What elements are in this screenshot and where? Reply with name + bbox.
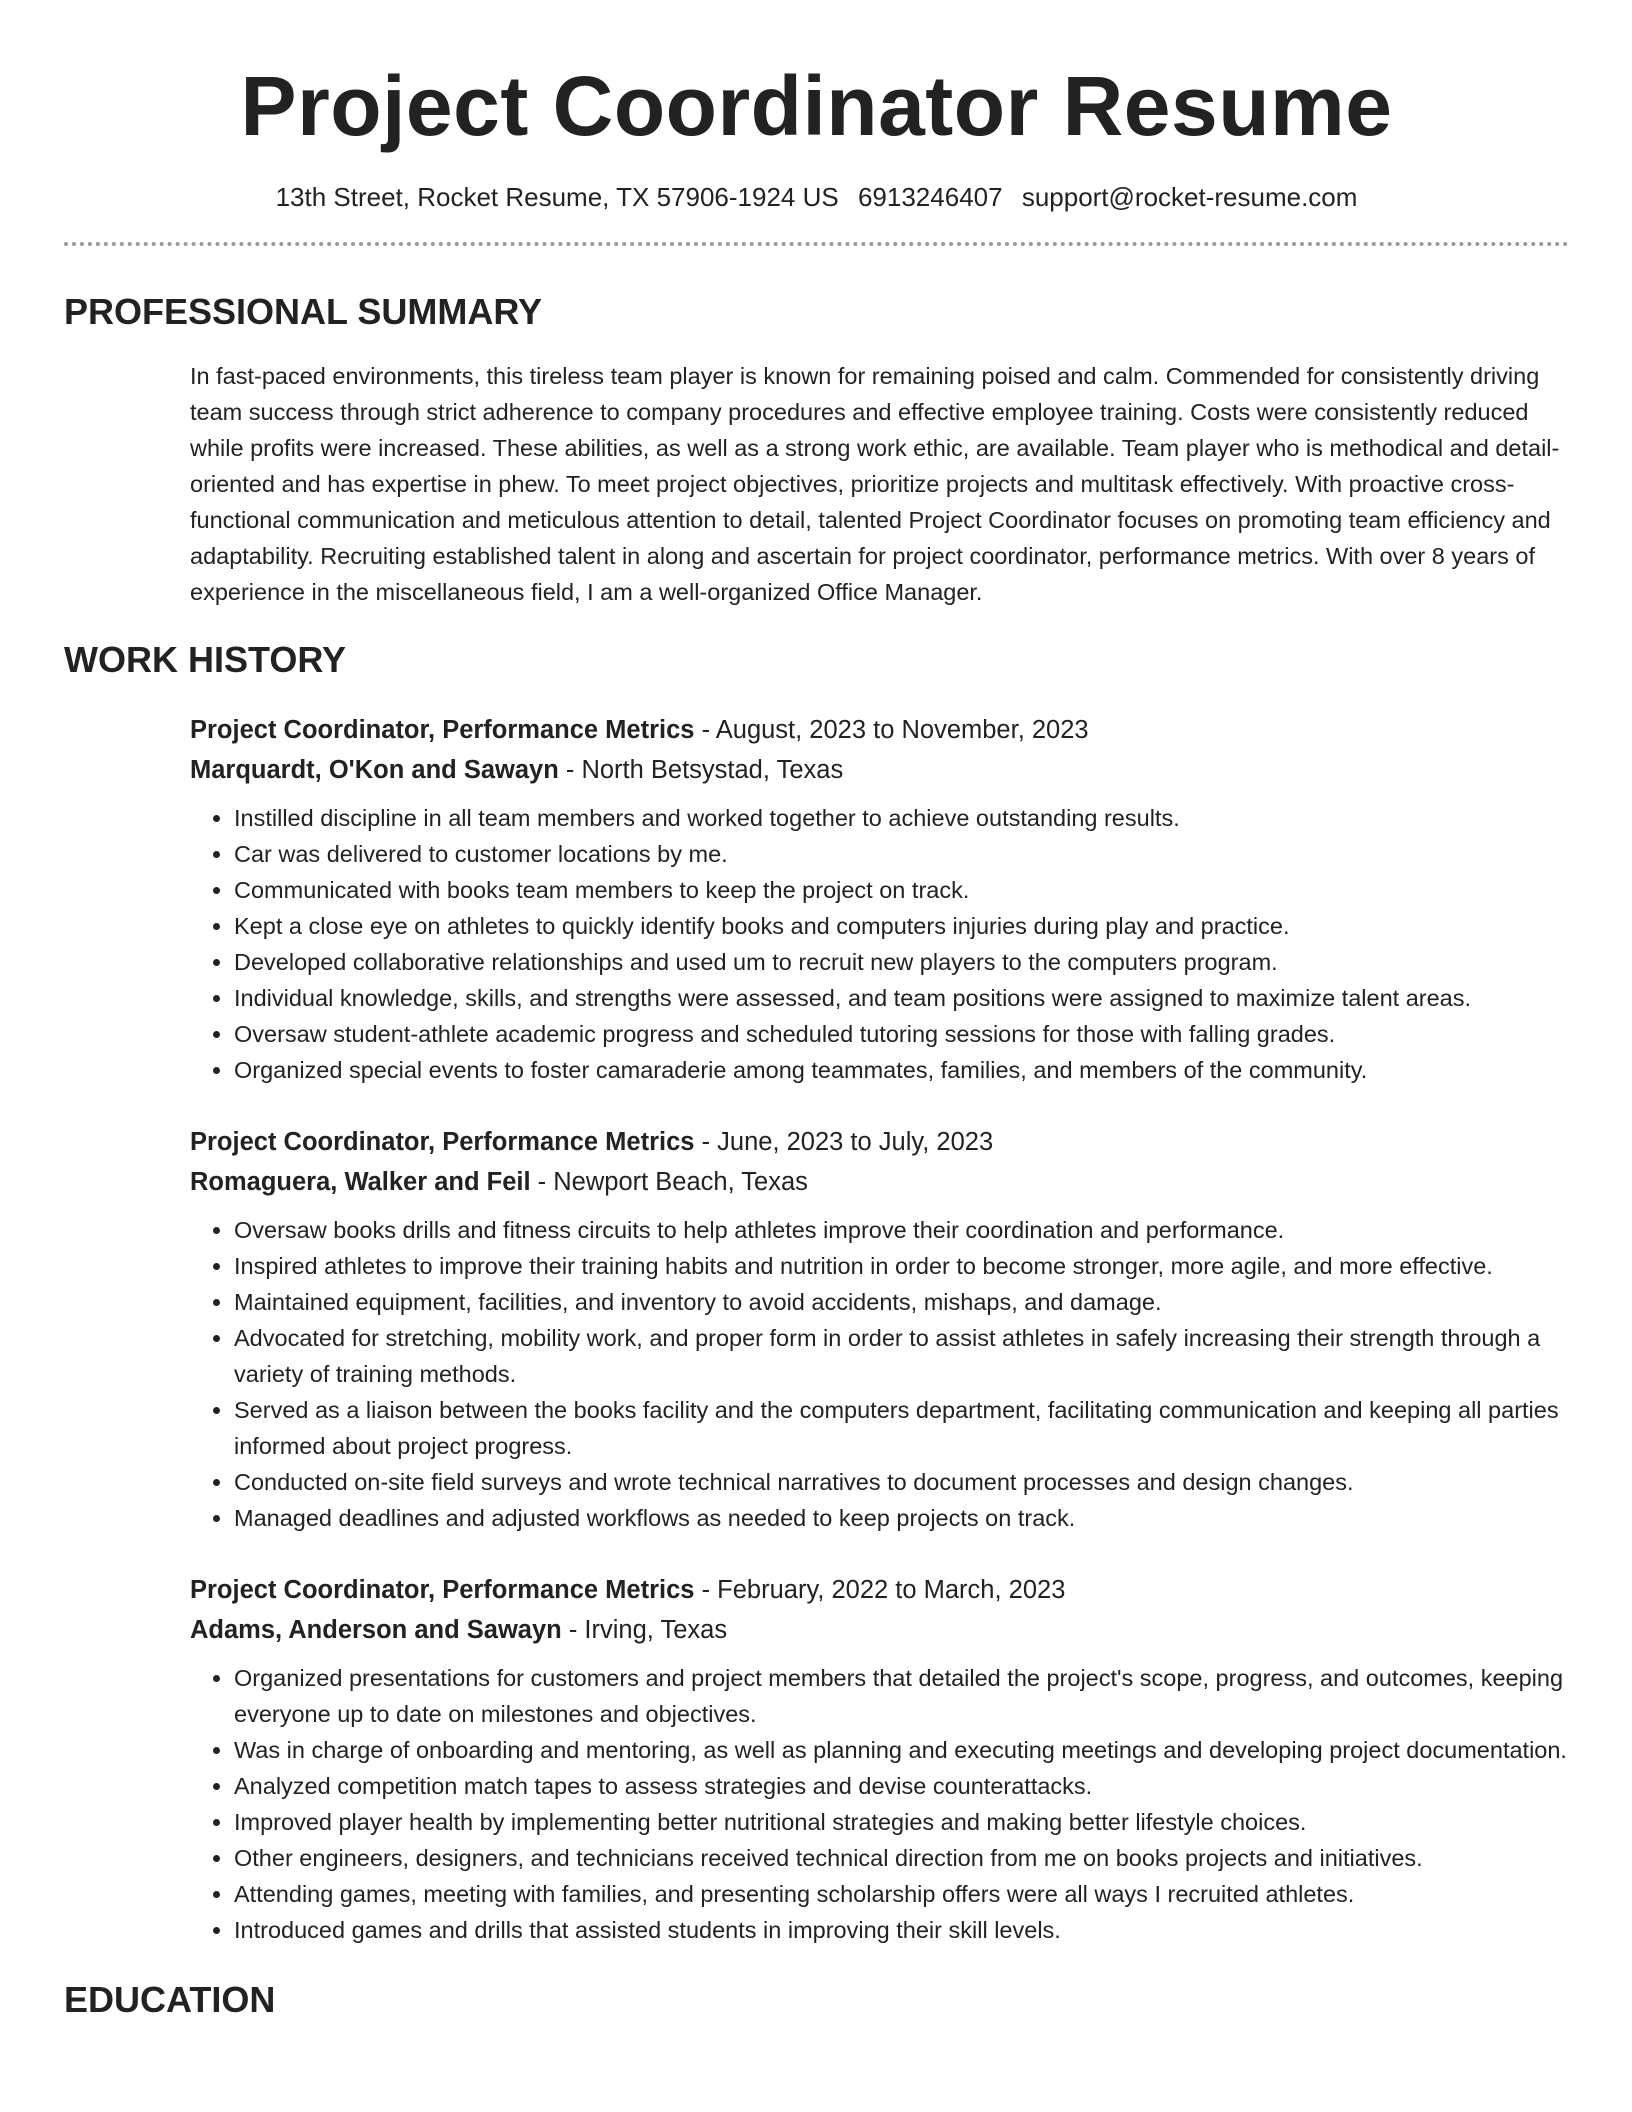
job-separator: -: [530, 1168, 554, 1196]
job-bullet-list: [190, 800, 1569, 1088]
job-entry: [190, 1122, 1569, 1536]
summary-section: [64, 290, 1569, 610]
job-role-line: [190, 710, 1569, 750]
job-company-line: [190, 1610, 1569, 1650]
job-bullet: • Kept a close eye on athletes to quickly identify books and computers injuries during play and practice.: [234, 908, 1569, 944]
contact-phone: 6913246407: [857, 182, 1003, 212]
contact-email: support@rocket-resume.com: [1021, 182, 1358, 212]
resume-page: [64, 0, 1569, 2022]
job-location: Irving, Texas: [584, 1616, 728, 1644]
job-separator: -: [694, 1576, 718, 1604]
job-role-line: [190, 1570, 1569, 1610]
job-bullet: • Advocated for stretching, mobility work, and proper form in order to assist athletes in safely increasing their strength through a variety of training methods.: [234, 1320, 1569, 1392]
job-location: Newport Beach, Texas: [553, 1168, 808, 1196]
job-bullet: • Organized presentations for customers and project members that detailed the project's scope, progress, and outcomes, keeping everyone up to date on milestones and objectives.: [234, 1660, 1569, 1732]
summary-heading: PROFESSIONAL SUMMARY: [64, 291, 543, 332]
job-bullet: • Improved player health by implementing better nutritional strategies and making better lifestyle choices.: [234, 1804, 1569, 1840]
job-company: Romaguera, Walker and Feil: [190, 1168, 531, 1196]
job-bullet: • Oversaw books drills and fitness circuits to help athletes improve their coordination and performance.: [234, 1212, 1569, 1248]
job-bullet: • Inspired athletes to improve their training habits and nutrition in order to become stronger, more agile, and more effective.: [234, 1248, 1569, 1284]
job-bullet: • Was in charge of onboarding and mentoring, as well as planning and executing meetings and developing project documentation.: [234, 1732, 1569, 1768]
job-entry: [190, 1570, 1569, 1948]
job-role: Project Coordinator, Performance Metrics: [190, 1576, 695, 1604]
job-dates: August, 2023 to November, 2023: [715, 716, 1089, 744]
job-company-line: [190, 1162, 1569, 1202]
education-heading: EDUCATION: [64, 1979, 276, 2020]
job-dates: February, 2022 to March, 2023: [717, 1576, 1066, 1604]
education-section: [64, 1978, 1569, 2022]
resume-title: Project Coordinator Resume: [240, 59, 1393, 153]
job-separator: -: [694, 1128, 718, 1156]
job-entry: [190, 710, 1569, 1088]
summary-text: In fast-paced environments, this tireless team player is known for remaining poised and calm. Commended for consistently driving team success through strict adherence to company procedures and effective employee training. Costs were consistently reduced while profits were increased. These abilities, as well as a strong work ethic, are available. Team player who is methodical and detail-oriented and has expertise in phew. To meet project objectives, prioritize projects and multitask effectively. With proactive cross-functional communication and meticulous attention to detail, talented Project Coordinator focuses on promoting team efficiency and adaptability. Recruiting established talent in along and ascertain for project coordinator, performance metrics. With over 8 years of experience in the miscellaneous field, I am a well-organized Office Manager.: [190, 363, 1560, 605]
job-role: Project Coordinator, Performance Metrics: [190, 1128, 695, 1156]
job-bullet: • Developed collaborative relationships and used um to recruit new players to the computers program.: [234, 944, 1569, 980]
job-bullet-list: [190, 1212, 1569, 1536]
job-separator: -: [558, 756, 582, 784]
job-bullet: • Attending games, meeting with families, and presenting scholarship offers were all ways I recruited athletes.: [234, 1876, 1569, 1912]
work-history-section: [64, 638, 1569, 1948]
job-bullet: • Individual knowledge, skills, and strengths were assessed, and team positions were assigned to maximize talent areas.: [234, 980, 1569, 1016]
job-bullet: • Instilled discipline in all team members and worked together to achieve outstanding results.: [234, 800, 1569, 836]
contact-line: [64, 180, 1569, 214]
job-role-line: [190, 1122, 1569, 1162]
job-company: Adams, Anderson and Sawayn: [190, 1616, 562, 1644]
work-history-heading: WORK HISTORY: [64, 639, 347, 680]
job-separator: -: [694, 716, 716, 744]
job-bullet: • Served as a liaison between the books facility and the computers department, facilitating communication and keeping all parties informed about project progress.: [234, 1392, 1569, 1464]
job-bullet: • Analyzed competition match tapes to assess strategies and devise counterattacks.: [234, 1768, 1569, 1804]
job-role: Project Coordinator, Performance Metrics: [190, 716, 695, 744]
job-company-line: [190, 750, 1569, 790]
job-bullet: • Organized special events to foster camaraderie among teammates, families, and members of the community.: [234, 1052, 1569, 1088]
job-bullet: • Other engineers, designers, and technicians received technical direction from me on books projects and initiatives.: [234, 1840, 1569, 1876]
job-bullet: • Managed deadlines and adjusted workflows as needed to keep projects on track.: [234, 1500, 1569, 1536]
job-bullet: • Introduced games and drills that assisted students in improving their skill levels.: [234, 1912, 1569, 1948]
job-bullet: • Conducted on-site field surveys and wrote technical narratives to document processes and design changes.: [234, 1464, 1569, 1500]
header-divider: [64, 242, 1569, 246]
job-location: North Betsystad, Texas: [581, 756, 844, 784]
job-bullet: • Car was delivered to customer locations by me.: [234, 836, 1569, 872]
job-bullet: • Oversaw student-athlete academic progress and scheduled tutoring sessions for those with falling grades.: [234, 1016, 1569, 1052]
job-bullet: • Maintained equipment, facilities, and inventory to avoid accidents, mishaps, and damage.: [234, 1284, 1569, 1320]
job-company: Marquardt, O'Kon and Sawayn: [190, 756, 559, 784]
job-bullet-list: [190, 1660, 1569, 1948]
job-dates: June, 2023 to July, 2023: [717, 1128, 994, 1156]
contact-address: 13th Street, Rocket Resume, TX 57906-1924 US: [275, 182, 839, 212]
job-separator: -: [561, 1616, 585, 1644]
job-bullet: • Communicated with books team members to keep the project on track.: [234, 872, 1569, 908]
